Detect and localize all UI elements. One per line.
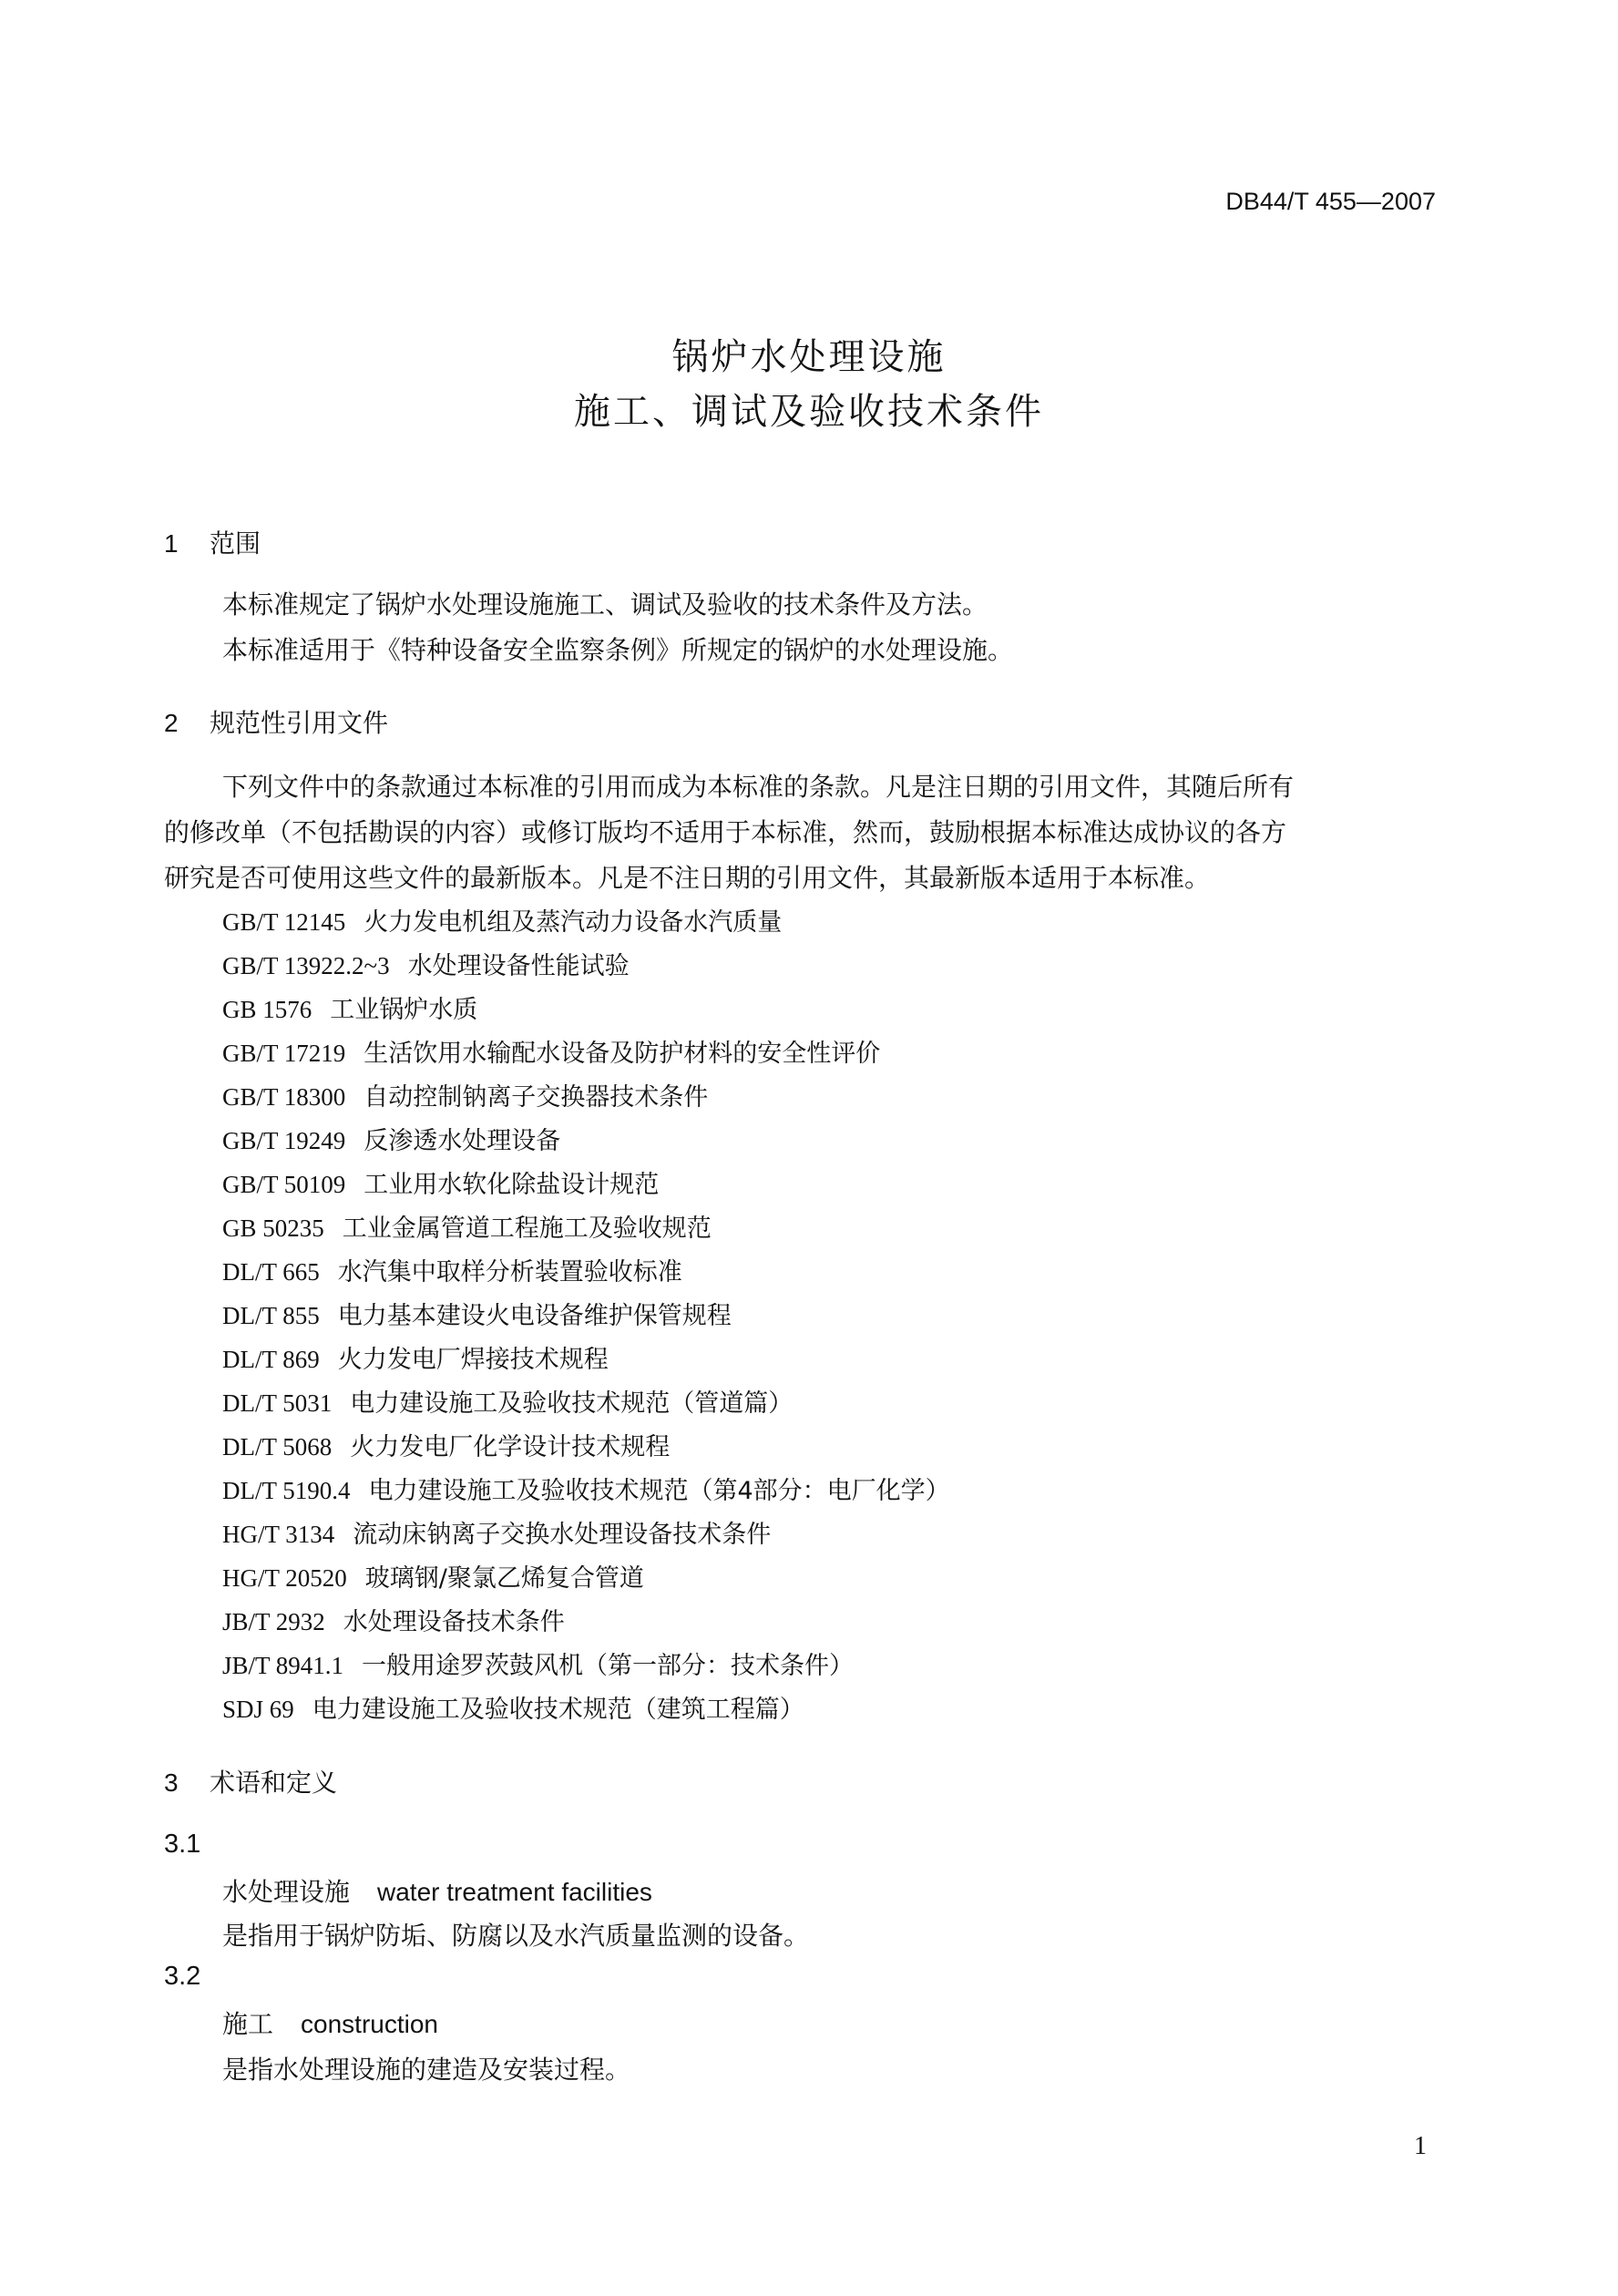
reference-code: GB/T 19249 <box>222 1127 346 1154</box>
reference-code: GB/T 12145 <box>222 908 346 936</box>
term-zh: 施工 <box>222 2009 274 2039</box>
reference-title: 水处理设备技术条件 <box>343 1608 565 1636</box>
reference-code: GB/T 18300 <box>222 1083 346 1111</box>
reference-item <box>222 946 630 981</box>
title-line-1: 锅炉水处理设施 <box>671 336 947 378</box>
reference-title: 水处理设备性能试验 <box>407 952 630 980</box>
reference-code: GB/T 50109 <box>222 1171 346 1198</box>
reference-code: JB/T 2932 <box>222 1608 325 1635</box>
reference-title: 电力建设施工及验收技术规范（管道篇） <box>350 1389 794 1418</box>
term-en: construction <box>301 2010 438 2038</box>
reference-code: DL/T 665 <box>222 1258 320 1286</box>
definition-term <box>222 2004 438 2041</box>
term-zh: 水处理设施 <box>222 1877 351 1907</box>
reference-item <box>222 1471 950 1506</box>
reference-title: 自动控制钠离子交换器技术条件 <box>364 1083 709 1112</box>
intro-line: 的修改单（不包括勘误的内容）或修订版均不适用于本标准，然而，鼓励根据本标准达成协议的各方 <box>164 817 1287 847</box>
definition-text: 是指用于锅炉防垢、防腐以及水汽质量监测的设备。 <box>222 1921 810 1951</box>
reference-code: HG/T 3134 <box>222 1521 335 1548</box>
definition-number: 3.1 <box>164 1830 201 1859</box>
reference-title: 电力建设施工及验收技术规范（建筑工程篇） <box>312 1696 804 1724</box>
section-1-heading <box>164 524 261 560</box>
reference-title: 生活饮用水输配水设备及防护材料的安全性评价 <box>364 1040 881 1068</box>
reference-code: HG/T 20520 <box>222 1564 347 1592</box>
section-2-heading <box>164 703 388 740</box>
reference-code: DL/T 869 <box>222 1346 320 1373</box>
section-number: 3 <box>164 1768 179 1797</box>
term-en: water treatment facilities <box>377 1878 652 1906</box>
page-number: 1 <box>1414 2132 1427 2160</box>
section-title: 术语和定义 <box>210 1768 338 1798</box>
title-line-2: 施工、调试及验收技术条件 <box>574 391 1044 433</box>
reference-code: GB 1576 <box>222 996 312 1023</box>
reference-item <box>222 1252 682 1287</box>
reference-item <box>222 1427 670 1462</box>
section-title: 范围 <box>210 528 261 559</box>
section-number: 1 <box>164 529 179 558</box>
reference-item <box>222 1514 771 1550</box>
reference-item <box>222 1558 644 1594</box>
standard-number: DB44/T 455—2007 <box>1225 188 1436 215</box>
reference-code: GB/T 17219 <box>222 1040 346 1067</box>
reference-item <box>222 1077 708 1112</box>
reference-title: 工业锅炉水质 <box>330 996 478 1024</box>
paragraph: 本标准规定了锅炉水处理设施施工、调试及验收的技术条件及方法。 <box>222 589 988 620</box>
reference-title: 玻璃钢/聚氯乙烯复合管道 <box>364 1564 644 1593</box>
reference-title: 流动床钠离子交换水处理设备技术条件 <box>353 1521 772 1549</box>
reference-title: 火力发电厂焊接技术规程 <box>337 1346 609 1374</box>
reference-item <box>222 1208 712 1244</box>
definition-term <box>222 1872 652 1909</box>
reference-code: SDJ 69 <box>222 1696 294 1723</box>
section-title: 规范性引用文件 <box>210 708 389 738</box>
definition-text: 是指水处理设施的建造及安装过程。 <box>222 2055 631 2085</box>
reference-title: 工业金属管道工程施工及验收规范 <box>342 1215 712 1243</box>
reference-code: GB 50235 <box>222 1215 324 1242</box>
reference-title: 工业用水软化除盐设计规范 <box>364 1171 660 1199</box>
reference-title: 电力基本建设火电设备维护保管规程 <box>337 1302 732 1330</box>
reference-item <box>222 1121 560 1156</box>
section-number: 2 <box>164 709 179 737</box>
reference-item <box>222 1383 793 1419</box>
intro-line: 研究是否可使用这些文件的最新版本。凡是不注日期的引用文件，其最新版本适用于本标准。 <box>164 863 1211 893</box>
reference-title: 火力发电厂化学设计技术规程 <box>350 1433 671 1461</box>
reference-item <box>222 902 782 938</box>
reference-code: DL/T 5068 <box>222 1433 333 1461</box>
reference-title: 一般用途罗茨鼓风机（第一部分：技术条件） <box>362 1652 855 1680</box>
reference-item <box>222 1689 804 1725</box>
reference-item <box>222 1296 732 1331</box>
reference-title: 火力发电机组及蒸汽动力设备水汽质量 <box>364 908 783 937</box>
reference-item <box>222 1033 880 1069</box>
reference-code: GB/T 13922.2~3 <box>222 952 390 979</box>
reference-title: 电力建设施工及验收技术规范（第4部分：电厂化学） <box>368 1477 950 1505</box>
reference-title: 水汽集中取样分析装置验收标准 <box>337 1258 682 1286</box>
reference-item <box>222 1339 609 1375</box>
reference-code: DL/T 855 <box>222 1302 320 1329</box>
definition-number: 3.2 <box>164 1962 201 1991</box>
reference-item <box>222 1164 659 1200</box>
section-3-heading <box>164 1763 337 1799</box>
reference-item <box>222 989 477 1025</box>
reference-title: 反渗透水处理设备 <box>364 1127 561 1155</box>
reference-code: DL/T 5031 <box>222 1389 333 1417</box>
reference-item <box>222 1645 854 1681</box>
reference-code: JB/T 8941.1 <box>222 1652 344 1679</box>
reference-code: DL/T 5190.4 <box>222 1477 351 1504</box>
paragraph: 本标准适用于《特种设备安全监察条例》所规定的锅炉的水处理设施。 <box>222 635 1014 665</box>
reference-item <box>222 1602 565 1637</box>
intro-line: 下列文件中的条款通过本标准的引用而成为本标准的条款。凡是注日期的引用文件，其随后所有 <box>222 772 1295 802</box>
